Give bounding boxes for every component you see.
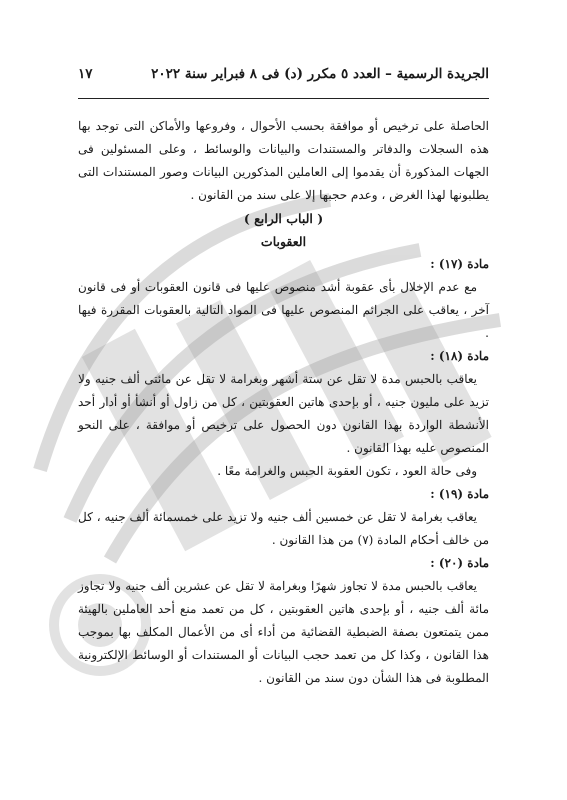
text-line: مائة ألف جنيه ، أو بإحدى هاتين العقوبتين ، كل من تعمد منع أحد العاملين بالهيئة ممن	[78, 602, 489, 639]
article-paragraph	[78, 460, 489, 483]
text-line: المنصوص عليه بهذا القانون .	[346, 441, 489, 455]
article-heading: مادة (١٨) :	[430, 349, 489, 363]
text-line: ولا تزيد على مليون جنيه ، أو بإحدى هاتين العقوبتين ، كل من زاول أو أنشأ أو أدار	[78, 372, 489, 409]
text-line: الحاصلة على ترخيص أو موافقة بحسب الأحوال ، وفروعها والأماكن التى توجد بها هذه	[78, 119, 489, 156]
page-header	[78, 66, 489, 82]
article-paragraph	[78, 575, 489, 690]
article-paragraph	[78, 276, 489, 345]
article-heading: مادة (١٩) :	[430, 487, 489, 501]
page-number: ١٧	[78, 66, 93, 82]
part-number: ( الباب الرابع )	[243, 211, 324, 226]
text-line: السجلات والدفاتر والمستندات والبيانات والوسائط ، وعلى المسئولين فى الجهات المذكورة	[78, 142, 489, 179]
text-line: يعاقب بالحبس مدة لا تقل عن ستة أشهر وبغرامة لا تقل عن مائتى ألف جنيه	[95, 372, 477, 386]
part-title: العقوبات	[260, 234, 307, 249]
text-line: كل من خالف أحكام المادة (٧) من هذا القانون .	[78, 510, 489, 547]
article-paragraph	[78, 368, 489, 460]
intro-paragraph	[78, 115, 489, 207]
text-line: يعاقب بالحبس مدة لا تجاوز شهرًا وبغرامة لا تقل عن عشرين ألف جنيه ولا تجاوز	[78, 579, 477, 593]
text-line: يتمتعون بصفة الضبطية القضائية من أداء أى من الأعمال المكلف بها بموجب هذا القانون ،	[78, 625, 489, 662]
text-line: أحد الأنشطة الواردة بهذا القانون دون الحصول على ترخيص أو موافقة ، على النحو	[78, 395, 489, 432]
text-line: آخر ، يعاقب على الجرائم المنصوص عليها فى المواد التالية بالعقوبات المقررة فيها .	[78, 303, 489, 340]
text-line: وفى حالة العود ، تكون العقوبة الحبس والغرامة معًا .	[217, 464, 477, 478]
document-body	[78, 115, 489, 690]
text-line: وعدم حجبها إلا على سند من القانون .	[190, 188, 378, 202]
article-heading: مادة (١٧) :	[430, 257, 489, 271]
article-paragraph	[78, 506, 489, 552]
text-line: مع عدم الإخلال بأى عقوبة أشد منصوص عليها فى قانون العقوبات أو فى قانون	[78, 280, 477, 294]
text-line: يعاقب بغرامة لا تقل عن خمسين ألف جنيه ولا تزيد على خمسمائة ألف جنيه ،	[96, 510, 477, 524]
article-heading: مادة (٢٠) :	[430, 556, 489, 570]
text-line: وكذا كل من تعمد حجب البيانات أو المستندات أو الوسائط الإلكترونية المطلوبة فى هذا	[78, 648, 489, 685]
text-line: أن يقدموا إلى العاملين المذكورين البيانات وصور المستندات التى يطلبونها لهذا الغرض ،	[78, 165, 489, 202]
text-line: الشأن دون سند من القانون .	[258, 671, 403, 685]
header-divider	[78, 98, 489, 99]
publication-title: الجريدة الرسمية – العدد ٥ مكرر (د) فى ٨ فبراير سنة ٢٠٢٢	[151, 66, 489, 82]
